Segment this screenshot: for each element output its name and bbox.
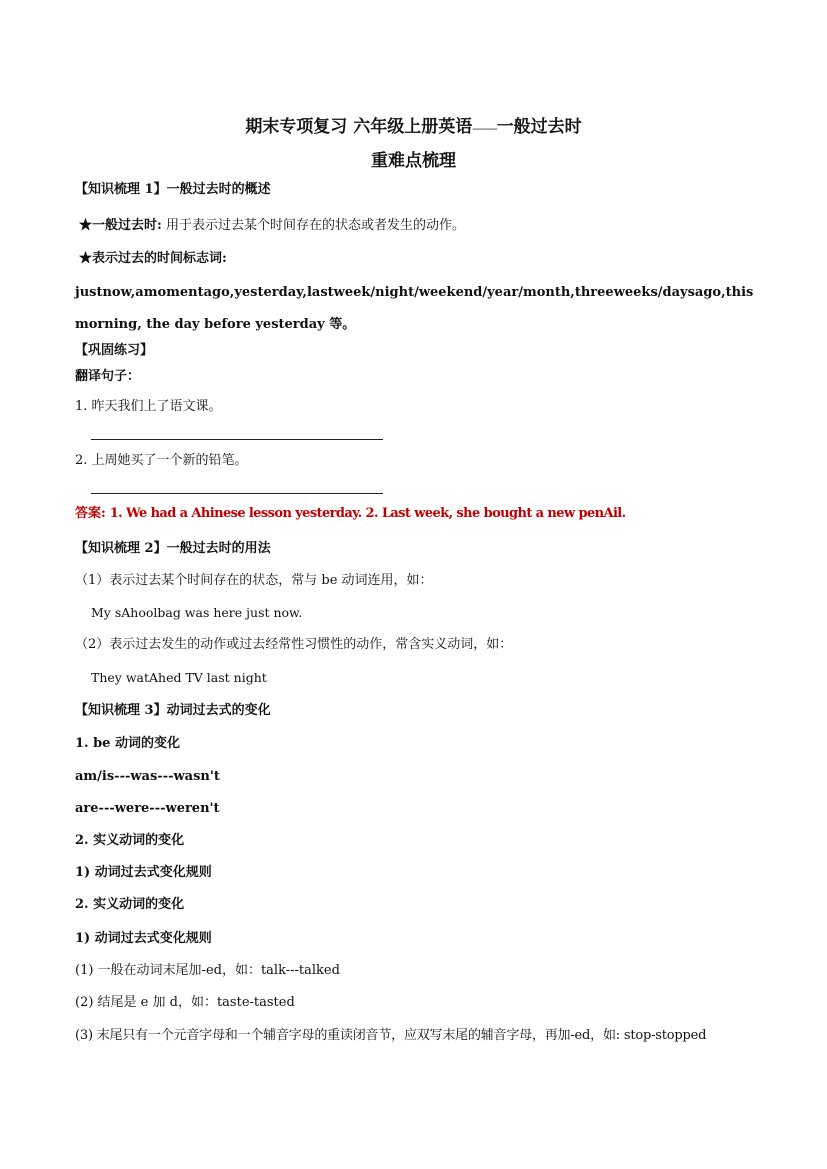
title-part-1: 期末专项复习 六年级上册英语 (245, 117, 473, 137)
usage-2: （2）表示过去发生的动作或过去经常性习惯性的动作，常含实义动词，如： (75, 637, 513, 652)
marker-word: days (662, 285, 695, 300)
definition-label: ★一般过去时: (79, 218, 162, 233)
verb-change-heading: 2. 实义动词的变化 (75, 897, 185, 912)
marker-word: weeks/ (613, 285, 663, 300)
be-verb-heading: 1. be 动词的变化 (75, 736, 180, 751)
be-verb-line-1: am/is---was---wasn't (75, 769, 220, 784)
marker-word: week/night/weekend/year/month, (333, 285, 575, 300)
marker-word: last (306, 285, 334, 300)
rule-1: (1) 一般在动词末尾加-ed，如：talk---talked (75, 963, 340, 978)
marker-word: three (574, 285, 614, 300)
definition-line (79, 217, 465, 235)
rule-2: (2) 结尾是 e 加 d，如：taste-tasted (75, 995, 295, 1010)
example-1: My sAhoolbag was here just now. (91, 605, 303, 620)
answer-blank-2[interactable] (91, 493, 383, 494)
usage-1: （1）表示过去某个时间存在的状态，常与 be 动词连用，如： (75, 573, 433, 588)
marker-word: a (135, 285, 144, 300)
time-markers-label: ★表示过去的时间标志词: (79, 251, 227, 266)
time-markers-line-2: morning, the day before yesterday 等。 (75, 317, 356, 332)
rules-heading: 1) 动词过去式变化规则 (75, 931, 212, 946)
marker-word: now, (102, 285, 136, 300)
answer-blank-1[interactable] (91, 439, 383, 440)
title-dashes: --------- (472, 122, 497, 135)
section-3-heading: 【知识梳理 3】动词过去式的变化 (75, 703, 271, 718)
example-2: They watAhed TV last night (91, 670, 267, 685)
rules-heading: 1) 动词过去式变化规则 (75, 865, 212, 880)
marker-word: yesterday, (234, 285, 307, 300)
practice-heading: 【巩固练习】 (75, 343, 154, 358)
definition-text: 用于表示过去某个时间存在的状态或者发生的动作。 (161, 218, 465, 233)
marker-word: moment (143, 285, 204, 300)
marker-word: just (75, 285, 103, 300)
answer-line (75, 505, 626, 523)
section-1-heading: 【知识梳理 1】一般过去时的概述 (75, 182, 271, 197)
title-part-2: 一般过去时 (496, 117, 582, 137)
section-2-heading: 【知识梳理 2】一般过去时的用法 (75, 541, 271, 556)
page-title (0, 112, 827, 137)
verb-change-heading: 2. 实义动词的变化 (75, 833, 185, 848)
be-verb-line-2: are---were---weren't (75, 801, 220, 816)
answer-label: 答案: (75, 506, 106, 521)
time-markers-line-1 (75, 284, 752, 302)
answer-text: 1. We had a Ahinese lesson yesterday. 2. Last week, she bought a new penAil. (105, 506, 626, 521)
question-1: 1. 昨天我们上了语文课。 (75, 399, 222, 414)
practice-instruction: 翻译句子： (75, 369, 141, 384)
page-subtitle: 重难点梳理 (371, 151, 456, 171)
marker-word: ago, (203, 285, 235, 300)
question-2: 2. 上周她买了一个新的铅笔。 (75, 453, 248, 468)
marker-word: this (725, 285, 754, 300)
rule-3: (3) 末尾只有一个元音字母和一个辅音字母的重读闭音节，应双写末尾的辅音字母，再加-ed，如: stop-stopped (75, 1028, 707, 1043)
marker-word: ago, (694, 285, 726, 300)
